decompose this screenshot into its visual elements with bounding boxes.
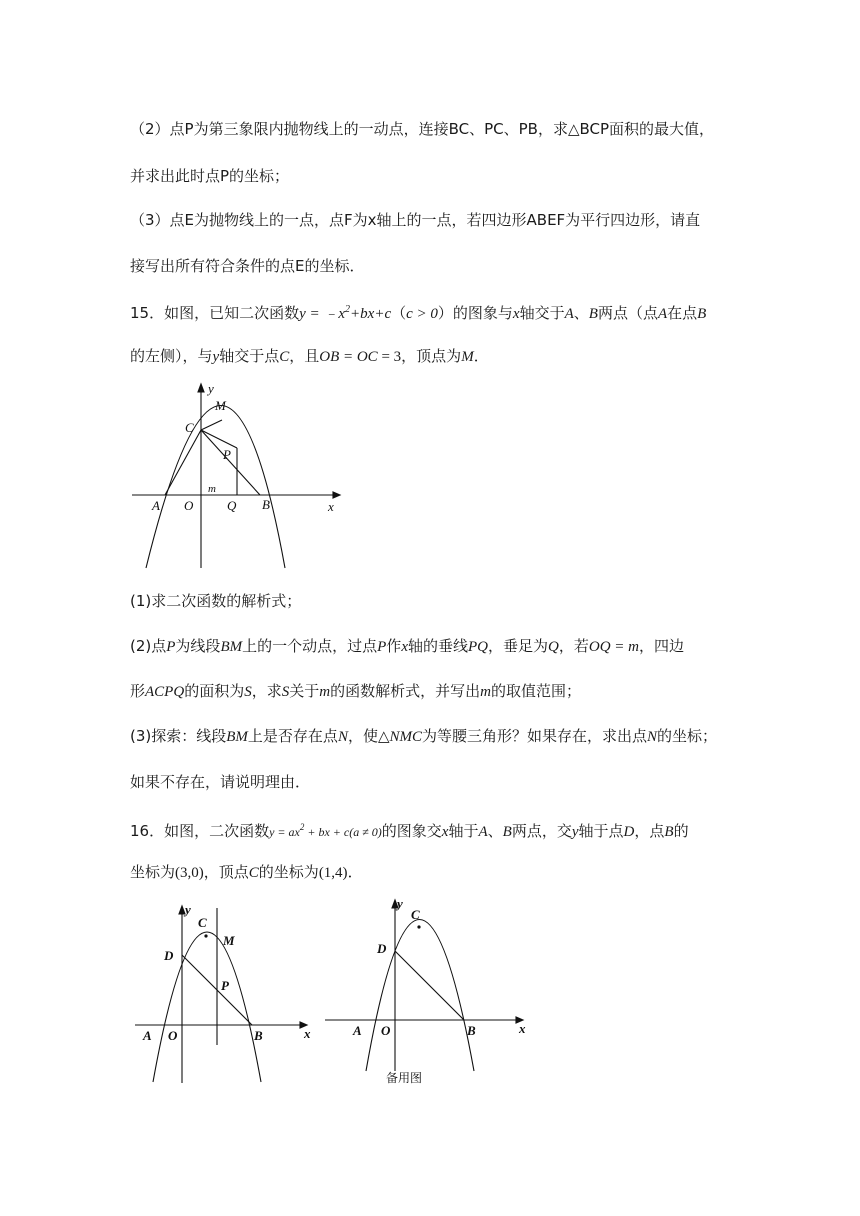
q16-fig2-label-B: B <box>467 1023 476 1038</box>
q14-part2-line1: （2）点P为第三象限内抛物线上的一动点，连接BC、PC、PB，求△BCP面积的最大值， <box>130 120 715 138</box>
q15-intro-line1: 15．如图，已知二次函数$y = ﹣x^2+bx+c(c > 0)$的图象与x轴交于A、B两点（点A在点B <box>130 304 707 322</box>
q14-part2-line2: 并求出此时点P的坐标； <box>130 167 290 185</box>
q15-segment-CM <box>201 420 222 430</box>
q16-fig1-label-O: O <box>168 1028 178 1043</box>
q16-fig2-label-y: y <box>397 896 403 911</box>
q16-fig1-label-B: B <box>254 1028 263 1043</box>
q16-figure-spare <box>325 893 535 1088</box>
q14-part3-line1: （3）点E为抛物线上的一点，点F为x轴上的一点，若四边形ABEF为平行四边形，请直 <box>130 211 701 229</box>
q16-intro-line1: 16．如图，二次函数$y = ax^2$ + bx + c(a ≠ 0)的图象交x轴于A、B两点，交y轴于点D，点B的 <box>130 822 689 840</box>
q16-fig2-label-x: x <box>519 1021 526 1036</box>
q16-fig2-label-D: D <box>377 941 387 956</box>
q16-fig1-label-D: D <box>164 948 174 963</box>
q16-fig1-label-P: P <box>221 978 229 993</box>
q15-sub2-line2: 形ACPQ的面积为S，求S关于m的函数解析式，并写出m的取值范围； <box>130 682 581 700</box>
q15-label-A: A <box>152 498 160 513</box>
q16-fig1-point-C <box>204 934 207 937</box>
q16-fig1-label-A: A <box>143 1028 152 1043</box>
q15-label-P: P <box>223 447 231 462</box>
q15-figure <box>130 378 350 570</box>
q16-fig2-label-O: O <box>381 1023 391 1038</box>
q15-label-x: x <box>328 499 334 514</box>
q15-label-C: C <box>185 420 194 435</box>
q15-label-O: O <box>184 498 194 513</box>
q15-segment-AC <box>165 430 201 495</box>
q15-label-M: M <box>215 398 226 413</box>
q15-sub1: (1)求二次函数的解析式； <box>130 592 302 610</box>
q16-fig2-label-A: A <box>353 1023 362 1038</box>
q16-fig2-segment-DB <box>395 951 464 1020</box>
q16-fig1-label-C: C <box>198 915 207 930</box>
q16-fig2-point-C <box>417 925 420 928</box>
q15-label-B: B <box>262 497 270 512</box>
q15-intro-line2: 的左侧），与y轴交于点C，且OB = OC = 3，顶点为M． <box>130 347 489 365</box>
q15-sub2-line1: (2)点P为线段BM上的一个动点，过点P作x轴的垂线PQ，垂足为Q，若OQ = m，四边 <box>130 637 685 655</box>
q15-segment-CP <box>201 430 237 448</box>
q14-part3-line2: 接写出所有符合条件的点E的坐标． <box>130 257 365 275</box>
q16-fig2-label-C: C <box>411 907 420 922</box>
q16-figure-main <box>135 900 320 1085</box>
q15-label-m: m <box>208 483 216 495</box>
q16-fig1-label-x: x <box>304 1026 311 1041</box>
q16-fig2-caption: 备用图 <box>386 1071 423 1085</box>
q15-label-Q: Q <box>227 498 237 513</box>
q15-sub3-line1: (3)探索：线段BM上是否存在点N，使△NMC为等腰三角形？如果存在，求出点N的坐标； <box>130 727 718 745</box>
q16-intro-line2: 坐标为(3,0)，顶点C的坐标为(1,4)． <box>130 863 363 881</box>
q15-sub3-line2: 如果不存在，请说明理由． <box>130 773 311 791</box>
q16-fig1-label-M: M <box>223 933 235 948</box>
q16-fig1-label-y: y <box>185 902 191 917</box>
q15-label-y: y <box>208 381 214 396</box>
